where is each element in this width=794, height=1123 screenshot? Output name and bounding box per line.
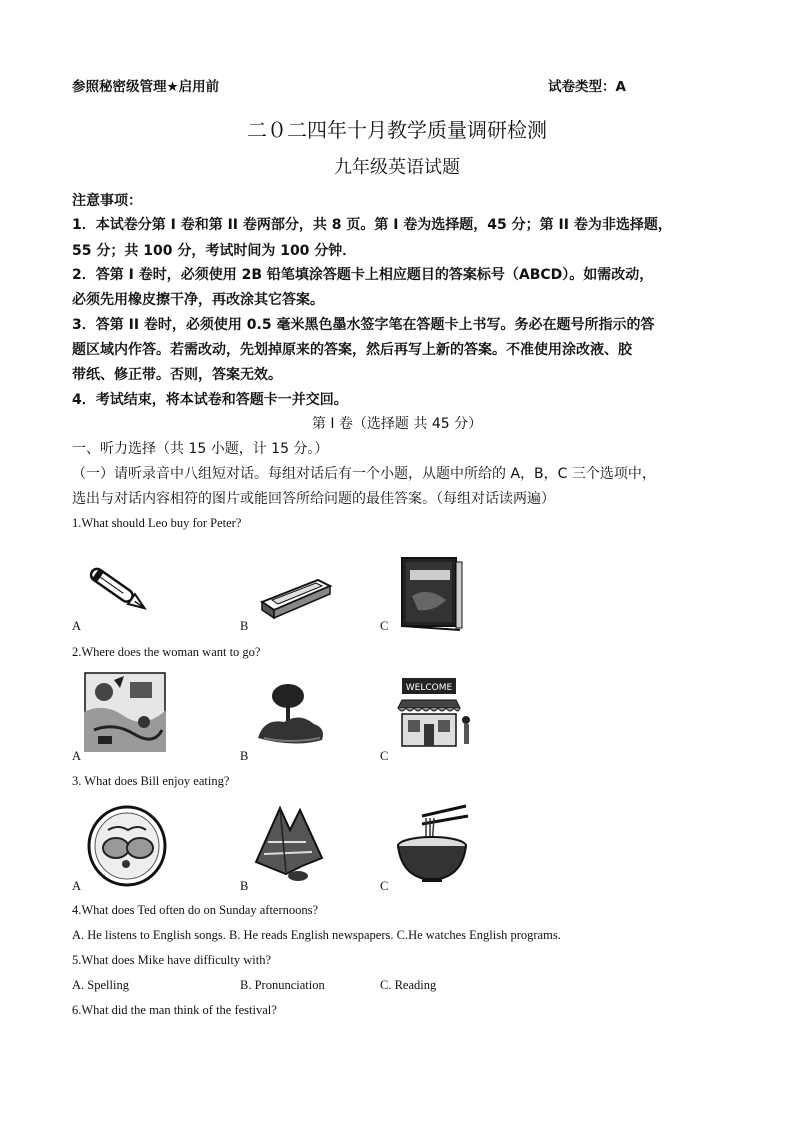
book-icon xyxy=(398,556,464,636)
option-a: A xyxy=(72,619,82,633)
notes-line: 带纸、修正带。否则，答案无效。 xyxy=(72,367,282,383)
question-5: 5.What does Mike have difficulty with? xyxy=(72,953,272,967)
zongzi-icon xyxy=(250,802,328,888)
part-title: 一、听力选择（共 15 小题，计 15 分。） xyxy=(72,441,329,457)
question-3: 3. What does Bill enjoy eating? xyxy=(72,774,230,788)
question-1: 1.What should Leo buy for Peter? xyxy=(72,516,242,530)
noodle-bowl-icon xyxy=(392,804,472,888)
option-b: B xyxy=(240,879,249,893)
option-c: C. Reading xyxy=(380,978,437,992)
exam-title: 二０二四年十月教学质量调研检测 xyxy=(247,118,547,142)
option-b: B. Pronunciation xyxy=(240,978,325,992)
section-title: 第 I 卷（选择题 共 45 分） xyxy=(311,416,483,432)
notes-heading: 注意事项： xyxy=(72,193,142,209)
welcome-sign-text: WELCOME xyxy=(405,683,453,693)
theme-park-map-icon xyxy=(84,672,166,756)
notes-line: 3．答第 II 卷时，必须使用 0.5 毫米黑色墨水签字笔在答题卡上书写。务必在题号所指示的答 xyxy=(72,317,655,333)
pencil-case-icon xyxy=(258,572,334,626)
question-4: 4.What does Ted often do on Sunday afternoons? xyxy=(72,903,319,917)
question-2: 2.Where does the woman want to go? xyxy=(72,645,261,659)
option-a: A xyxy=(72,749,82,763)
notes-line: 1．本试卷分第 I 卷和第 II 卷两部分，共 8 页。第 I 卷为选择题，45 分；第 II 卷为非选择题， xyxy=(72,217,672,233)
option-c: C xyxy=(380,619,389,633)
option-c: C xyxy=(380,749,389,763)
shop-welcome-icon xyxy=(394,674,476,754)
option-a: A. Spelling xyxy=(72,978,129,992)
notes-line: 55 分；共 100 分，考试时间为 100 分钟． xyxy=(72,243,357,259)
paper-type-label: 试卷类型：A xyxy=(548,79,626,95)
notes-line: 题区域内作答。若需改动，先划掉原来的答案，然后再写上新的答案。不准使用涂改液、胶 xyxy=(72,342,632,358)
question-4-options: A. He listens to English songs. B. He reads English newspapers. C.He watches English programs. xyxy=(72,928,561,942)
option-c: C xyxy=(380,879,389,893)
notes-line: 2．答第 I 卷时，必须使用 2B 铅笔填涂答题卡上相应题目的答案标号（ABCD）。如需改动， xyxy=(72,267,654,283)
notes-line: 必须先用橡皮擦干净，再改涂其它答案。 xyxy=(72,292,324,308)
question-6: 6.What did the man think of the festival? xyxy=(72,1003,277,1017)
pizza-plate-icon xyxy=(86,804,168,892)
notes-line: 4．考试结束，将本试卷和答题卡一并交回。 xyxy=(72,392,348,408)
exam-subtitle: 九年级英语试题 xyxy=(334,157,460,178)
instructions-line: （一）请听录音中八组短对话。每组对话后有一个小题，从题中所给的 A，B，C 三个选项中， xyxy=(72,466,656,482)
option-b: B xyxy=(240,749,249,763)
fountain-pen-icon xyxy=(80,560,160,626)
option-b: B xyxy=(240,619,249,633)
instructions-line: 选出与对话内容相符的图片或能回答所给问题的最佳答案。（每组对话读两遍） xyxy=(72,491,555,507)
tree-island-icon xyxy=(254,682,328,754)
option-a: A xyxy=(72,879,82,893)
confidential-label: 参照秘密级管理★启用前 xyxy=(72,79,220,95)
